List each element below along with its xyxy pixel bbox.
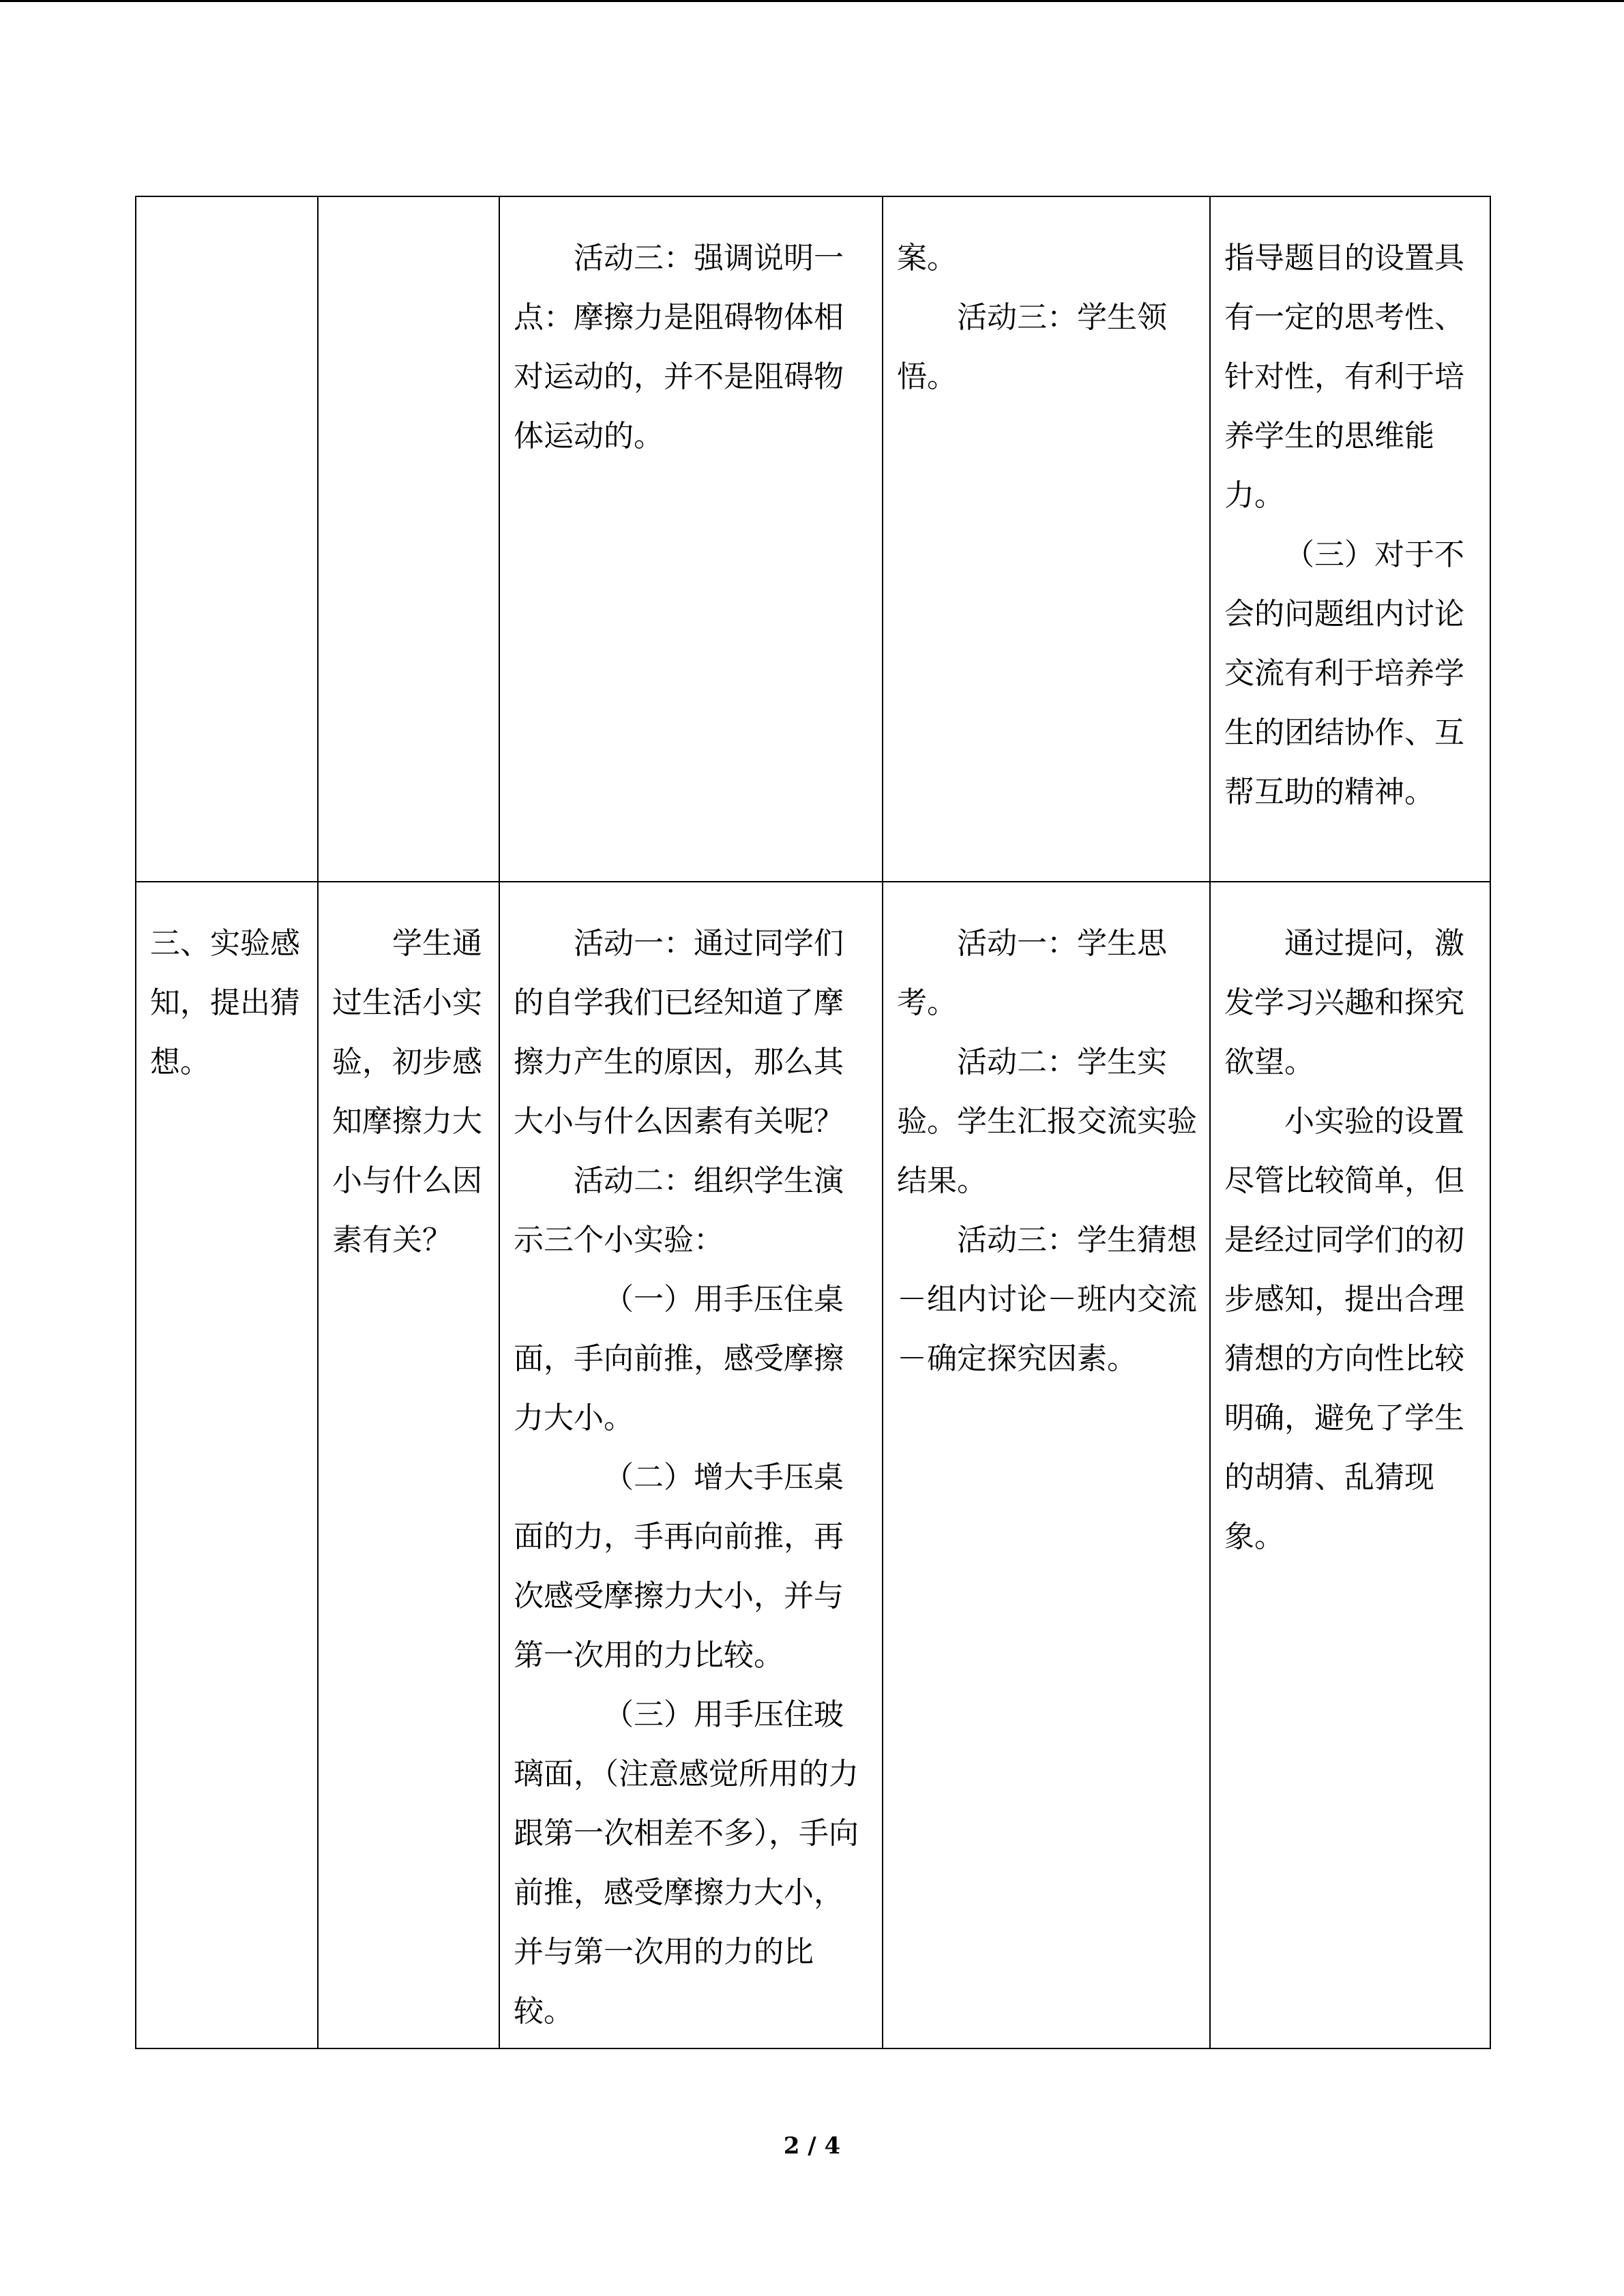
- step-cell: [136, 196, 318, 882]
- student-activity-cell: [883, 196, 1210, 882]
- table-row: [136, 196, 1490, 882]
- cell-paragraph: 活动一：通过同学们的自学我们已经知道了摩擦力产生的原因，那么其大小与什么因素有关呢？: [514, 926, 844, 1139]
- cell-paragraph: 小实验的设置尽管比较简单，但是经过同学们的初步感知，提出合理猜想的方向性比较明确，避免了学生的胡猜、乱猜现象。: [1224, 1104, 1464, 1554]
- student-activity-cell: [883, 882, 1210, 2048]
- cell-paragraph: 通过提问，激发学习兴趣和探究欲望。: [1224, 926, 1464, 1079]
- cell-paragraph: （三）对于不会的问题组内讨论交流有利于培养学生的团结协作、互帮互助的精神。: [1224, 537, 1464, 809]
- design-intent-cell: [1210, 196, 1490, 882]
- goal-cell: [318, 196, 499, 882]
- cell-paragraph: （二）增大手压桌面的力，手再向前推，再次感受摩擦力大小，并与第一次用的力比较。: [514, 1460, 844, 1673]
- lesson-plan-table: [135, 196, 1491, 2049]
- teacher-activity-cell: [499, 882, 883, 2048]
- cell-paragraph: 活动三：学生领悟。: [897, 300, 1167, 394]
- cell-paragraph: 指导题目的设置具有一定的思考性、针对性，有利于培养学生的思维能力。: [1224, 241, 1464, 513]
- goal-cell: [318, 882, 499, 2048]
- cell-paragraph: 学生通过生活小实验，初步感知摩擦力大小与什么因素有关？: [332, 926, 482, 1257]
- page-top-rule: [0, 0, 1624, 2]
- step-cell: [136, 882, 318, 2048]
- table-row: [136, 882, 1490, 2048]
- cell-paragraph: 案。: [897, 241, 957, 275]
- page-number: 2 / 4: [783, 2132, 841, 2160]
- cell-paragraph: （一）用手压住桌面，手向前推，感受摩擦力大小。: [514, 1282, 844, 1435]
- cell-paragraph: 活动一：学生思考。: [897, 926, 1167, 1020]
- design-intent-cell: [1210, 882, 1490, 2048]
- cell-paragraph: （三）用手压住玻璃面，（注意感觉所用的力跟第一次相差不多），手向前推，感受摩擦力大小，并与第一次用的力的比较。: [514, 1697, 859, 2029]
- cell-paragraph: 活动二：组织学生演示三个小实验：: [514, 1163, 844, 1257]
- teacher-activity-cell: [499, 196, 883, 882]
- cell-paragraph: 活动三：强调说明一点：摩擦力是阻碍物体相对运动的，并不是阻碍物体运动的。: [514, 241, 844, 453]
- cell-paragraph: 活动三：学生猜想－组内讨论－班内交流－确定探究因素。: [897, 1223, 1197, 1376]
- cell-paragraph: 活动二：学生实验。学生汇报交流实验结果。: [897, 1045, 1197, 1198]
- cell-paragraph: 三、实验感知，提出猜想。: [150, 926, 300, 1079]
